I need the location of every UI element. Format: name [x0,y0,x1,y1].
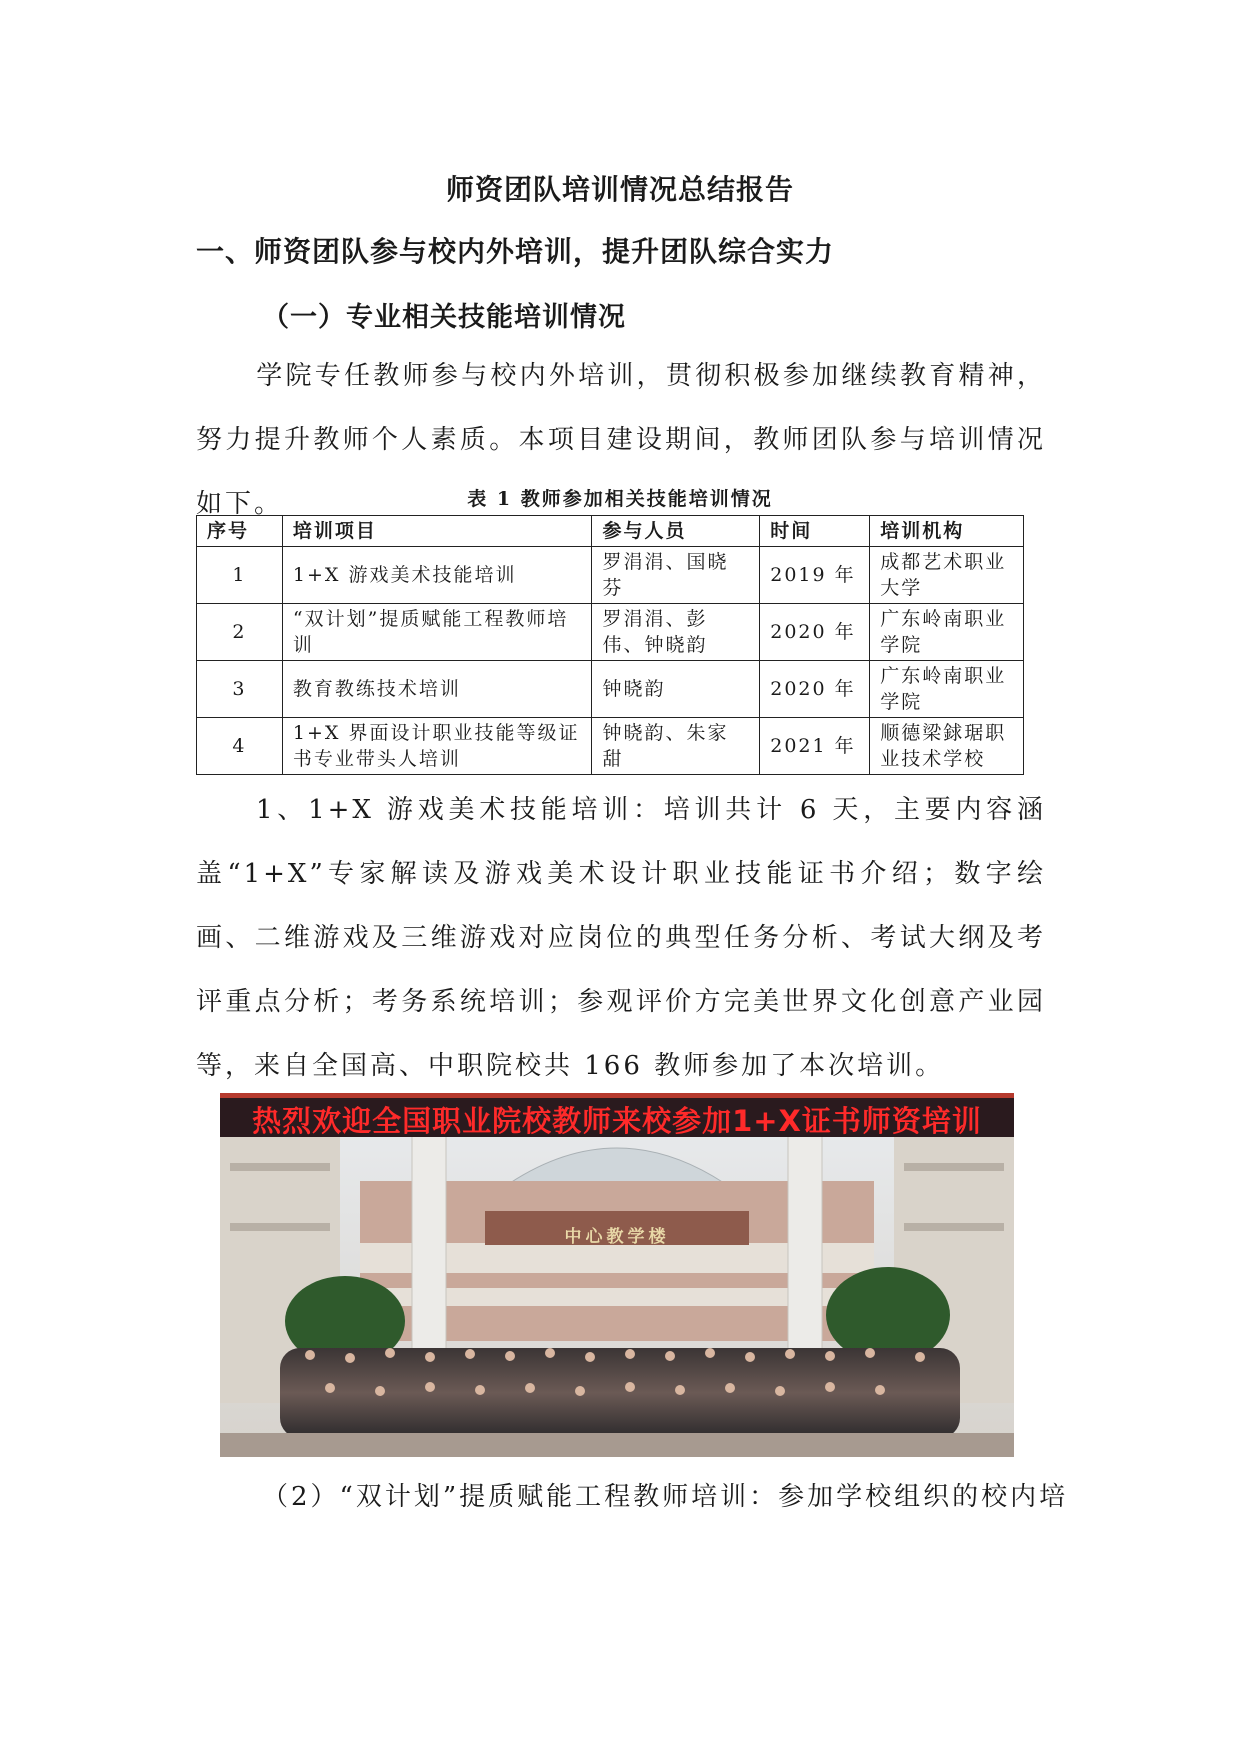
table-row [197,604,1024,661]
table-row [197,661,1024,718]
table-row [197,547,1024,604]
building-sign-text: 中心教学楼 [564,1227,670,1247]
table-header-row [197,516,1024,547]
cell-time: 2019 年 [760,547,870,604]
cell-time: 2021 年 [760,718,870,775]
cell-index: 1 [197,547,283,604]
cell-participants: 钟晓韵 [592,661,760,718]
table-caption: 表 1 教师参加相关技能培训情况 [467,488,773,510]
game-art-paragraph [196,778,1046,1098]
cell-participants: 钟晓韵、朱家甜 [592,718,760,775]
cell-index: 2 [197,604,283,661]
double-plan-paragraph: （2）“双计划”提质赋能工程教师培训：参加学校组织的校内培 [262,1482,1069,1512]
table-row [197,718,1024,775]
game-art-paragraph-text: 1、1+X 游戏美术技能培训：培训共计 6 天，主要内容涵盖“1+X”专家解读及游戏美术设计职业技能证书介绍；数字绘画、二维游戏及三维游戏对应岗位的典型任务分析、考试大纲及考评重点分析；考务系统培训；参观评价方完美世界文化创意产业园等，来自全国高、中职院校共 166 教师参加了本次培训。 [196,795,1046,1081]
cell-index: 4 [197,718,283,775]
cell-time: 2020 年 [760,661,870,718]
header-participants: 参与人员 [592,516,760,547]
subsection-heading: （一）专业相关技能培训情况 [262,302,626,333]
cell-project: 1+X 游戏美术技能培训 [282,547,592,604]
cell-project: 1+X 界面设计职业技能等级证书专业带头人培训 [282,718,592,775]
cell-time: 2020 年 [760,604,870,661]
cell-institution: 广东岭南职业学院 [870,604,1024,661]
header-index: 序号 [197,516,283,547]
intro-paragraph-text: 学院专任教师参与校内外培训，贯彻积极参加继续教育精神，努力提升教师个人素质。本项目建设期间，教师团队参与培训情况如下。 [196,361,1046,519]
header-project: 培训项目 [282,516,592,547]
training-table [196,515,1024,775]
document-title: 师资团队培训情况总结报告 [445,173,794,206]
cell-project: “双计划”提质赋能工程教师培训 [282,604,592,661]
cell-project: 教育教练技术培训 [282,661,592,718]
group-photo-illustration [220,1093,1014,1457]
welcome-banner-text: 热烈欢迎全国职业院校教师来校参加1+X证书师资培训 [252,1104,982,1138]
header-time: 时间 [760,516,870,547]
header-institution: 培训机构 [870,516,1024,547]
cell-institution: 顺德梁銶琚职业技术学校 [870,718,1024,775]
cell-institution: 广东岭南职业学院 [870,661,1024,718]
group-photo [220,1093,1014,1457]
section-heading-1: 一、师资团队参与校内外培训，提升团队综合实力 [196,235,835,268]
cell-participants: 罗涓涓、彭伟、钟晓韵 [592,604,760,661]
cell-institution: 成都艺术职业大学 [870,547,1024,604]
cell-participants: 罗涓涓、国晓芬 [592,547,760,604]
cell-index: 3 [197,661,283,718]
